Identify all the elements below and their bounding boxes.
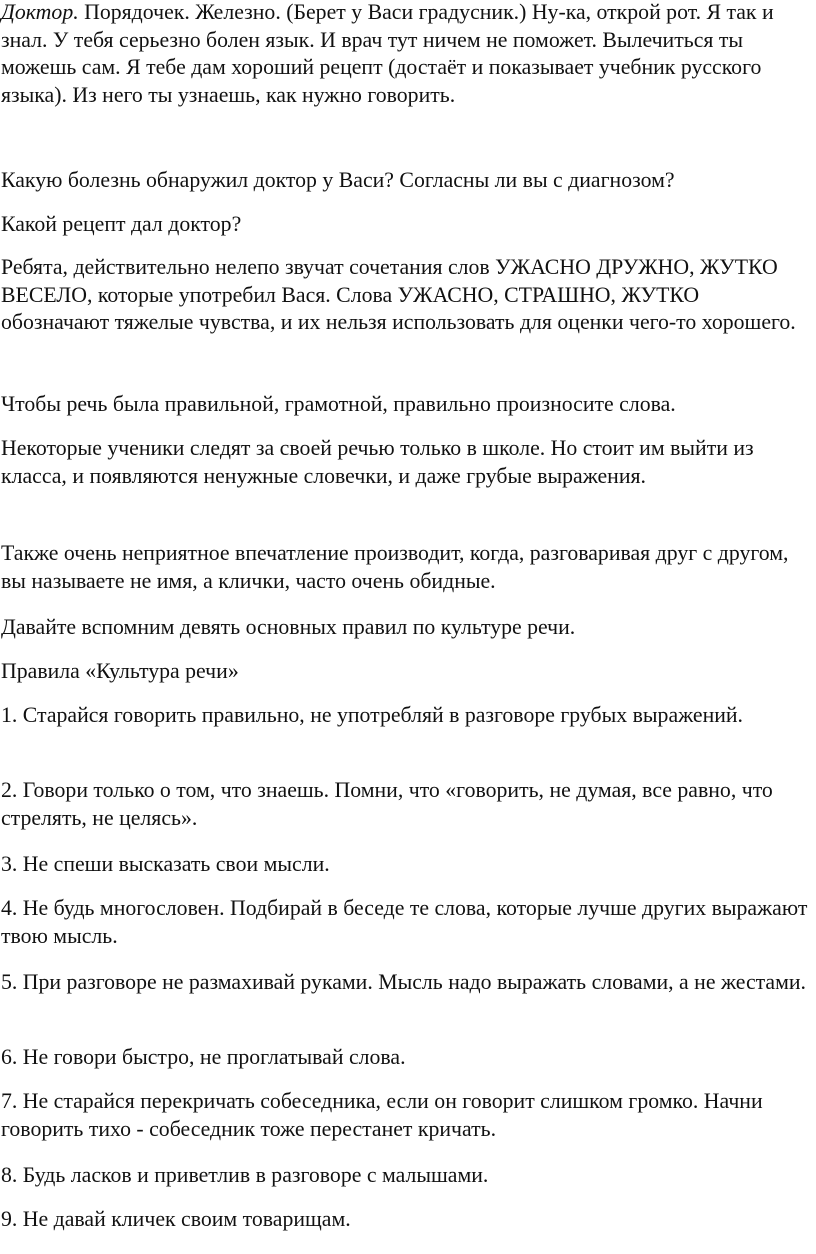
doctor-speech-text: Порядочек. Железно. (Берет у Васи градусник.) Ну-ка, открой рот. Я так и знал. У тебя серьезно болен язык. И врач тут ничем не поможет. Вылечиться ты можешь сам. Я тебе дам хороший рецепт (достаёт и показывает учебник русского языка). Из него ты узнаешь, как нужно говорить. bbox=[1, 0, 774, 107]
rule-item-7: 7. Не старайся перекричать собеседника, если он говорит слишком громко. Начни говорить тихо - собеседник тоже перестанет кричать. bbox=[1, 1089, 763, 1141]
rules-heading: Правила «Культура речи» bbox=[1, 659, 239, 683]
rule-item-4: 4. Не будь многословен. Подбирай в беседе те слова, которые лучше других выражают твою мысль. bbox=[1, 896, 808, 948]
paragraph-nicknames: Также очень неприятное впечатление производит, когда, разговаривая друг с другом, вы называете не имя, а клички, часто очень обидные. bbox=[1, 541, 789, 593]
rule-item-5: 5. При разговоре не размахивай руками. Мысль надо выражать словами, а не жестами. bbox=[1, 970, 807, 994]
paragraph-word-combinations: Ребята, действительно нелепо звучат сочетания слов УЖАСНО ДРУЖНО, ЖУТКО ВЕСЕЛО, которые употребил Вася. Слова УЖАСНО, СТРАШНО, ЖУТКО обозначают тяжелые чувства, и их нельзя использовать для оценки чего-то хорошего. bbox=[1, 255, 796, 334]
doctor-paragraph bbox=[1, 0, 810, 109]
question-prescription: Какой рецепт дал доктор? bbox=[1, 212, 242, 236]
rule-item-3: 3. Не спеши высказать свои мысли. bbox=[1, 852, 330, 876]
question-diagnosis: Какую болезнь обнаружил доктор у Васи? Согласны ли вы с диагнозом? bbox=[1, 168, 675, 192]
rule-item-8: 8. Будь ласков и приветлив в разговоре с малышами. bbox=[1, 1163, 489, 1187]
doctor-speaker-label: Доктор. bbox=[1, 0, 79, 24]
paragraph-rules-intro: Давайте вспомним девять основных правил по культуре речи. bbox=[1, 615, 576, 639]
rule-item-2: 2. Говори только о том, что знаешь. Помни, что «говорить, не думая, все равно, что стрелять, не целясь». bbox=[1, 778, 773, 830]
rule-item-6: 6. Не говори быстро, не проглатывай слова. bbox=[1, 1045, 406, 1069]
paragraph-students-speech: Некоторые ученики следят за своей речью только в школе. Но стоит им выйти из класса, и появляются ненужные словечки, и даже грубые выражения. bbox=[1, 436, 754, 488]
rule-item-9: 9. Не давай кличек своим товарищам. bbox=[1, 1207, 351, 1231]
paragraph-correct-speech: Чтобы речь была правильной, грамотной, правильно произносите слова. bbox=[1, 392, 676, 416]
rule-item-1: 1. Старайся говорить правильно, не употребляй в разговоре грубых выражений. bbox=[1, 703, 744, 727]
